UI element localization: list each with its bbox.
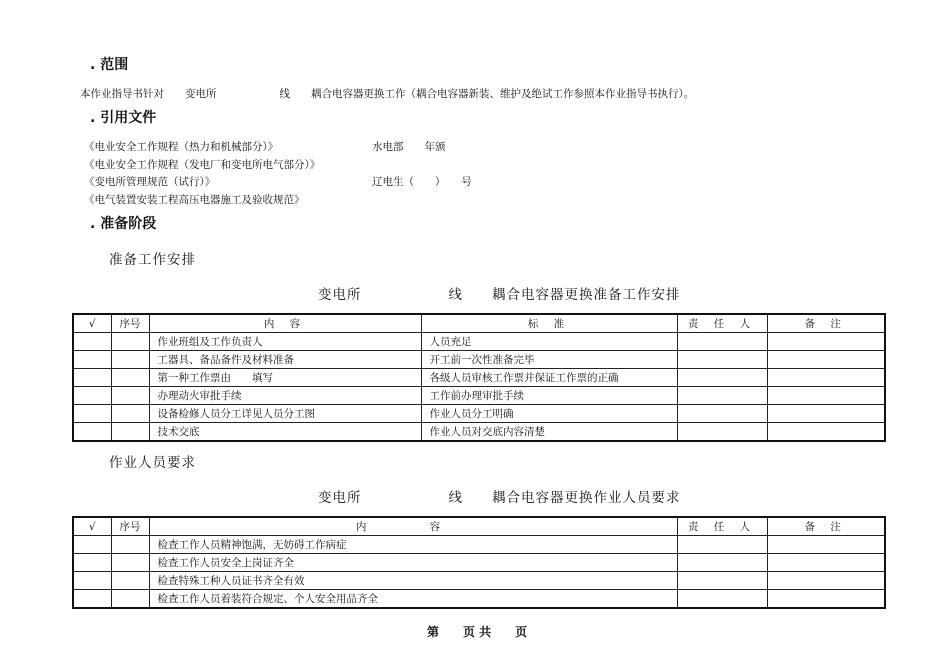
ref-item-issuer: 水电部 年颁 (372, 141, 446, 153)
owner-cell (677, 333, 767, 351)
col-no: 序号 (111, 517, 149, 536)
table-row (73, 590, 885, 609)
table-row (73, 369, 885, 387)
note-cell (767, 554, 885, 572)
owner-cell (677, 572, 767, 590)
standard-cell: 作业人员分工明确 (421, 405, 677, 423)
staff-table-title: 变电所 线 耦合电容器更换作业人员要求 (318, 490, 681, 506)
col-check: √ (73, 314, 111, 333)
owner-cell (677, 590, 767, 609)
col-no: 序号 (111, 314, 149, 333)
page-footer: 第 页 共 页 (427, 625, 528, 639)
col-content: 内 容 (149, 314, 421, 333)
note-cell (767, 423, 885, 442)
standard-cell: 开工前一次性准备完毕 (421, 351, 677, 369)
content-cell: 检查工作人员精神饱满，无妨碍工作病症 (149, 536, 677, 554)
owner-cell (677, 536, 767, 554)
note-cell (767, 351, 885, 369)
check-cell[interactable] (73, 387, 111, 405)
table-row (73, 333, 885, 351)
note-cell (767, 369, 885, 387)
standard-cell: 人员充足 (421, 333, 677, 351)
no-cell (111, 351, 149, 369)
no-cell (111, 590, 149, 609)
check-cell[interactable] (73, 333, 111, 351)
scope-heading: . 范围 (90, 57, 129, 73)
table-row (73, 572, 885, 590)
no-cell (111, 572, 149, 590)
owner-cell (677, 369, 767, 387)
owner-cell (677, 351, 767, 369)
content-cell: 技术交底 (149, 423, 421, 442)
no-cell (111, 369, 149, 387)
table-row (73, 536, 885, 554)
col-note: 备 注 (767, 314, 885, 333)
table-row (73, 351, 885, 369)
note-cell (767, 333, 885, 351)
ref-item-issuer: 辽电生（ ） 号 (372, 176, 472, 188)
owner-cell (677, 387, 767, 405)
col-owner: 责 任 人 (677, 517, 767, 536)
col-owner: 责 任 人 (677, 314, 767, 333)
prep-heading: . 准备阶段 (90, 216, 157, 232)
prep-table (72, 313, 886, 442)
content-cell: 检查特殊工种人员证书齐全有效 (149, 572, 677, 590)
owner-cell (677, 405, 767, 423)
content-cell: 第一种工作票由 填写 (149, 369, 421, 387)
no-cell (111, 405, 149, 423)
no-cell (111, 423, 149, 442)
refs-heading: . 引用文件 (90, 110, 157, 126)
table-header-row (73, 517, 885, 536)
prep-subheading: 准备工作安排 (109, 252, 196, 268)
content-cell: 作业班组及工作负责人 (149, 333, 421, 351)
standard-cell: 作业人员对交底内容清楚 (421, 423, 677, 442)
col-check: √ (73, 517, 111, 536)
content-cell: 检查工作人员安全上岗证齐全 (149, 554, 677, 572)
check-cell[interactable] (73, 536, 111, 554)
ref-item-name: 《电业安全工作规程（发电厂和变电所电气部分）》 (84, 159, 321, 171)
check-cell[interactable] (73, 423, 111, 442)
table-row (73, 387, 885, 405)
table-row (73, 423, 885, 442)
ref-item-name: 《变电所管理规范（试行）》 (84, 176, 216, 188)
col-note: 备 注 (767, 517, 885, 536)
check-cell[interactable] (73, 572, 111, 590)
ref-item-name: 《电业安全工作规程（热力和机械部分）》 (84, 141, 279, 153)
no-cell (111, 387, 149, 405)
content-cell: 办理动火审批手续 (149, 387, 421, 405)
standard-cell: 工作前办理审批手续 (421, 387, 677, 405)
table-row (73, 405, 885, 423)
note-cell (767, 405, 885, 423)
no-cell (111, 333, 149, 351)
note-cell (767, 590, 885, 609)
content-cell: 检查工作人员着装符合规定、个人安全用品齐全 (149, 590, 677, 609)
no-cell (111, 536, 149, 554)
owner-cell (677, 423, 767, 442)
owner-cell (677, 554, 767, 572)
table-row (73, 554, 885, 572)
check-cell[interactable] (73, 590, 111, 609)
prep-table-title: 变电所 线 耦合电容器更换准备工作安排 (318, 287, 681, 303)
col-standard: 标 准 (421, 314, 677, 333)
note-cell (767, 536, 885, 554)
no-cell (111, 554, 149, 572)
note-cell (767, 387, 885, 405)
staff-subheading: 作业人员要求 (109, 455, 196, 471)
standard-cell: 各级人员审核工作票并保证工作票的正确 (421, 369, 677, 387)
content-cell: 设备检修人员分工详见人员分工图 (149, 405, 421, 423)
col-content: 内 容 (149, 517, 677, 536)
note-cell (767, 572, 885, 590)
table-header-row (73, 314, 885, 333)
content-cell: 工器具、备品备件及材料准备 (149, 351, 421, 369)
scope-text: 本作业指导书针对 变电所 线 耦合电容器更换工作（耦合电容器新装、维护及绝试工作参照本作业指导书执行）。 (80, 88, 695, 100)
ref-item-name: 《电气装置安装工程高压电器施工及验收规范》 (84, 194, 305, 206)
check-cell[interactable] (73, 369, 111, 387)
check-cell[interactable] (73, 351, 111, 369)
check-cell[interactable] (73, 405, 111, 423)
staff-table (72, 516, 886, 609)
check-cell[interactable] (73, 554, 111, 572)
